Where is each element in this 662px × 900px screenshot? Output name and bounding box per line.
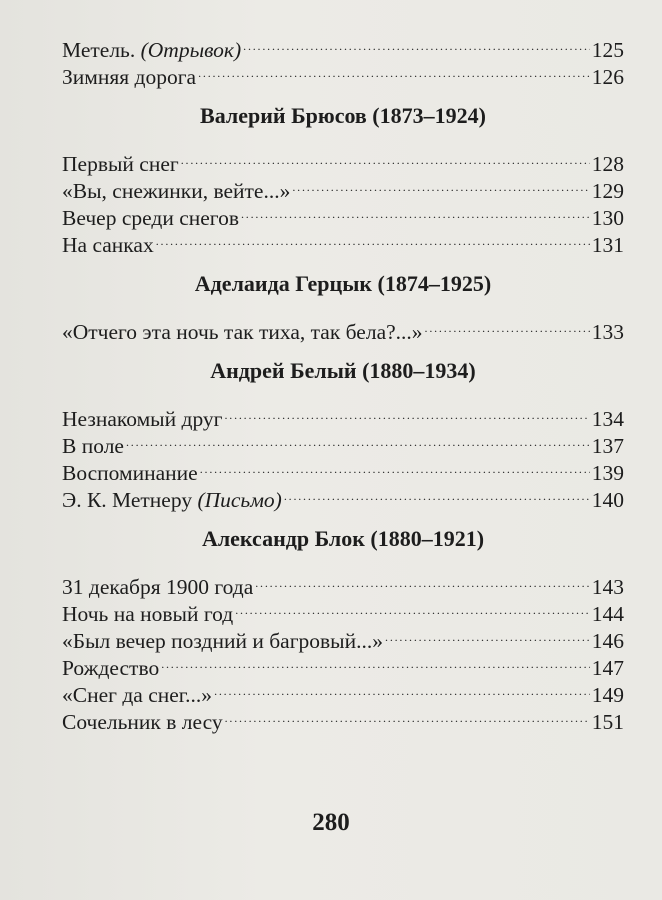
dot-leader xyxy=(126,426,590,453)
table-of-contents xyxy=(62,30,624,734)
entry-note: (Отрывок) xyxy=(140,38,242,62)
dot-leader xyxy=(243,30,590,57)
entry-title: Вечер среди снегов xyxy=(62,206,239,230)
entry-page-number: 149 xyxy=(591,683,624,707)
dot-leader xyxy=(224,399,589,426)
toc-entry xyxy=(62,426,624,458)
entry-title: Э. К. Метнеру (Письмо) xyxy=(62,488,282,512)
author-heading: Аделаида Герцык (1874–1925) xyxy=(194,271,492,296)
toc-entry xyxy=(62,399,624,431)
entry-title: Сочельник в лесу xyxy=(62,710,223,734)
entry-page-number: 137 xyxy=(591,434,624,458)
dot-leader xyxy=(156,225,590,252)
entry-title: «Снег да снег...» xyxy=(62,683,213,707)
entry-page-number: 146 xyxy=(591,629,624,653)
entry-title: «Был вечер поздний и багровый...» xyxy=(62,629,384,653)
entry-page-number: 130 xyxy=(591,206,624,230)
entry-page-number: 151 xyxy=(591,710,624,734)
dot-leader xyxy=(241,198,590,225)
toc-entry xyxy=(62,453,624,485)
entry-title: «Вы, снежинки, вейте...» xyxy=(62,179,291,203)
dot-leader xyxy=(161,648,590,675)
entry-note: (Письмо) xyxy=(197,488,282,512)
dot-leader xyxy=(284,480,590,507)
toc-entry xyxy=(62,567,624,599)
entry-title: «Отчего эта ночь так тиха, так бела?...» xyxy=(62,320,423,344)
entry-page-number: 139 xyxy=(591,461,624,485)
dot-leader xyxy=(198,57,590,84)
entry-page-number: 133 xyxy=(591,320,624,344)
entry-page-number: 140 xyxy=(591,488,624,512)
toc-entry xyxy=(62,30,624,62)
entry-title: Первый снег xyxy=(62,152,179,176)
entry-page-number: 134 xyxy=(591,407,624,431)
entry-title: Незнакомый друг xyxy=(62,407,223,431)
entry-title: Ночь на новый год xyxy=(62,602,234,626)
dot-leader xyxy=(292,171,589,198)
dot-leader xyxy=(425,312,590,339)
toc-section xyxy=(62,102,624,257)
entry-page-number: 131 xyxy=(591,233,624,257)
dot-leader xyxy=(225,702,590,729)
dot-leader xyxy=(235,594,590,621)
dot-leader xyxy=(255,567,590,594)
entry-title: Воспоминание xyxy=(62,461,198,485)
entry-title: На санках xyxy=(62,233,154,257)
toc-entry xyxy=(62,312,624,344)
author-heading: Александр Блок (1880–1921) xyxy=(201,526,485,551)
dot-leader xyxy=(200,453,590,480)
entry-page-number: 147 xyxy=(591,656,624,680)
entry-page-number: 144 xyxy=(591,602,624,626)
toc-section xyxy=(62,30,624,89)
entry-title: Зимняя дорога xyxy=(62,65,197,89)
toc-section xyxy=(62,270,624,344)
toc-entry xyxy=(62,144,624,176)
author-heading: Валерий Брюсов (1873–1924) xyxy=(200,103,486,128)
author-heading: Андрей Белый (1880–1934) xyxy=(210,358,476,383)
toc-section xyxy=(62,357,624,512)
entry-page-number: 143 xyxy=(591,575,624,599)
page-number: 280 xyxy=(312,809,350,836)
entry-page-number: 128 xyxy=(591,152,624,176)
entry-page-number: 129 xyxy=(591,179,624,203)
entry-page-number: 125 xyxy=(591,38,624,62)
dot-leader xyxy=(181,144,590,171)
entry-page-number: 126 xyxy=(591,65,624,89)
entry-title: В поле xyxy=(62,434,124,458)
entry-title: Рождество xyxy=(62,656,160,680)
dot-leader xyxy=(214,675,590,702)
entry-title: 31 декабря 1900 года xyxy=(62,575,254,599)
dot-leader xyxy=(385,621,590,648)
toc-section xyxy=(62,525,624,734)
entry-title: Метель. (Отрывок) xyxy=(62,38,242,62)
